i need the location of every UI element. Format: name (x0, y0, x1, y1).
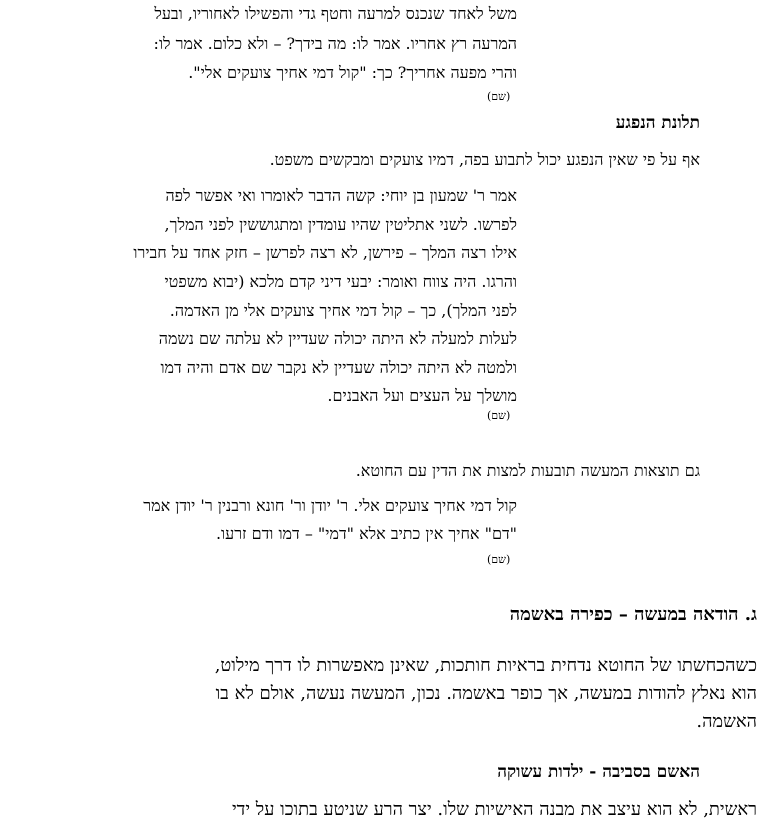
body-line: הוא נאלץ להודות במעשה, אך כופר באשמה. נכון, המעשה נעשה, אולם לא בו (215, 683, 757, 704)
section-subheading: האשם בסביבה - ילדות עשוקה (497, 762, 700, 782)
body-line: ראשית, לא הוא עיצב את מבנה האישיות שלו. יצר הרע שניטע בתוכו על ידי (231, 799, 757, 820)
quote-line: והרי מפעה אחריך? כך: "קול דמי אחיך צועקים אלי". (188, 63, 517, 82)
quote-line: אמר ר' שמעון בן יוחי: קשה הדבר לאומרו ואי אפשר לפה (165, 186, 517, 205)
quote-line: לפני המלך), כך – קול דמי אחיך צועקים אלי מן האדמה. (169, 301, 517, 320)
quote-line: קול דמי אחיך צועקים אלי. ר' יודן ור' חונא ורבנין ר' יודן אמר (143, 496, 517, 515)
quote-line: המרעה רץ אחריו. אמר לו: מה בידך? – ולא כלום. אמר לו: (153, 34, 517, 53)
body-line: כשהכחשתו של החוטא נדחית בראיות חותכות, שאינן מאפשרות לו דרך מילוט, (214, 655, 757, 676)
quote-line: משל לאחד שנכנס למרעה וחטף גדי והפשילו לאחוריו, ובעל (154, 4, 517, 23)
section-heading: ג. הודאה במעשה – כפירה באשמה (509, 604, 757, 625)
quote-block (7, 183, 517, 413)
quote-line: לעלות למעלה לא היתה יכולה שעדיין לא עלתה שם נשמה (158, 329, 517, 348)
body-paragraph (0, 799, 757, 829)
quote-block (7, 0, 517, 100)
intro-paragraph: אף על פי שאין הנפגע יכול לתבוע בפה, דמיו צועקים ומבקשים משפט. (269, 150, 700, 169)
body-line: האשמה. (696, 711, 757, 732)
intro-paragraph: גם תוצאות המעשה תובעות למצות את הדין עם החוטא. (355, 461, 700, 480)
quote-source: (שם) (487, 409, 511, 422)
quote-line: ולמטה לא היתה יכולה שעדיין לא נקבר שם אדם והיה דמו (160, 358, 517, 377)
quote-line: והרגו. היה צווח ואומר: יבעי דיני קדם מלכא (יבוא משפטי (164, 272, 517, 291)
quote-line: לפרשו. לשני אתליטין שהיו עומדין ומתגוששין לפני המלך, (164, 215, 517, 234)
quote-line: אילו רצה המלך – פירשן, לא רצה לפרשן – חזק אחד על חבירו (133, 243, 517, 262)
quote-source: (שם) (487, 553, 511, 566)
quote-source: (שם) (487, 90, 511, 103)
quote-line: "דם" אחיך אין כתיב אלא "דמי" – דמו ודם זרעו. (215, 524, 517, 543)
quote-line: מושלך על העצים ועל האבנים. (327, 386, 517, 405)
quote-block (7, 494, 517, 554)
section-subheading: תלונת הנפגע (615, 113, 700, 133)
body-paragraph (0, 655, 757, 735)
